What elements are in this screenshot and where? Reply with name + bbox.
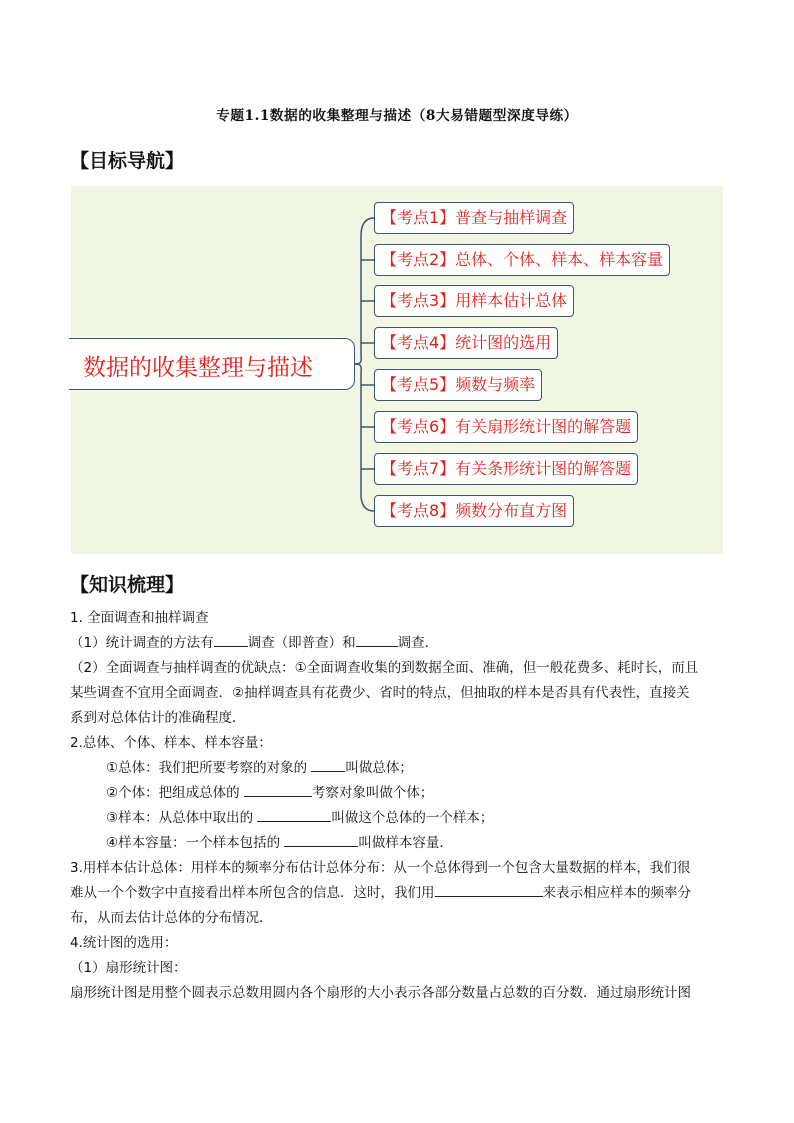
p4-title: 4.统计图的选用： [70,935,178,951]
mindmap-branch-5: 【考点5】频数与频率 [374,369,542,401]
p2-item-2-b: 考察对象叫做个体； [311,785,434,801]
fill-blank [257,807,331,822]
p3-line2-a: 难从一个个数字中直接看出样本所包含的信息．这时，我们用 [70,885,435,901]
p2-item-1-a: ①总体：我们把所要考察的对象的 [106,760,312,776]
mindmap-root-node [69,338,355,390]
fill-blank [356,632,398,647]
p2-item-2 [70,781,728,806]
mindmap-branch-4: 【考点4】统计图的选用 [374,327,558,359]
p2-item-4-a: ④样本容量：一个样本包括的 [106,835,285,851]
p1-2-line3: 系到对总体估计的准确程度． [70,710,246,726]
p4-body: 扇形统计图是用整个圆表示总数用圆内各个扇形的大小表示各部分数量占总数的百分数．通过扇形统计图 [70,985,691,1001]
fill-blank [214,632,248,647]
p2-item-4-b: 叫做样本容量． [358,835,453,851]
mindmap-root-label: 数据的收集整理与描述 [83,355,313,381]
mindmap-branch-8: 【考点8】频数分布直方图 [374,495,574,527]
mindmap-branch-7: 【考点7】有关条形统计图的解答题 [374,453,638,485]
p2-item-2-a: ②个体：把组成总体的 [106,785,244,801]
p1-1-b: 调查（即普查）和 [247,635,356,651]
fill-blank [435,882,543,897]
mindmap-branch-1: 【考点1】普查与抽样调查 [374,202,574,234]
mindmap-branch-3: 【考点3】用样本估计总体 [374,285,574,317]
fill-blank [284,832,358,847]
mindmap [71,186,723,554]
p1-2-line2: 某些调查不宜用全面调查．②抽样调查具有花费少、省时的特点，但抽取的样本是否具有代表性，直接关 [70,685,690,701]
p1-1-c: 调查． [397,635,439,651]
p3-line3: 布，从而去估计总体的分布情况． [70,910,273,926]
p1-title: 1. 全面调查和抽样调查 [70,610,209,626]
p2-item-1-b: 叫做总体； [345,760,413,776]
mindmap-branch-2: 【考点2】总体、个体、样本、样本容量 [374,244,670,276]
p1-2-line1: （2）全面调查与抽样调查的优缺点：①全面调查收集的到数据全面、准确，但一般花费多、耗时长，而且 [70,660,699,676]
p2-item-3 [70,806,728,831]
p3-line1: 3.用样本估计总体：用样本的频率分布估计总体分布：从一个总体得到一个包含大量数据的样本，我们很 [70,860,691,876]
p1-1 [70,631,728,656]
p4-1: （1）扇形统计图： [70,960,187,976]
p2-item-3-a: ③样本：从总体中取出的 [106,810,258,826]
mindmap-branch-6: 【考点6】有关扇形统计图的解答题 [374,411,638,443]
p1-1-a: （1）统计调查的方法有 [70,635,214,651]
page-title: 专题1.1数据的收集整理与描述（8大易错题型深度导练） [216,108,578,124]
fill-blank [311,757,345,772]
p2-item-4 [70,831,728,856]
knowledge-body [70,606,728,1006]
p3-line2 [70,881,728,906]
p2-title: 2.总体、个体、样本、样本容量： [70,735,272,751]
section-heading-goal-nav: 【目标导航】 [70,150,185,172]
fill-blank [244,782,312,797]
p2-item-1 [70,756,728,781]
p2-item-3-b: 叫做这个总体的一个样本； [331,810,494,826]
section-heading-knowledge: 【知识梳理】 [70,574,185,596]
p3-line2-b: 来表示相应样本的频率分 [542,885,691,901]
